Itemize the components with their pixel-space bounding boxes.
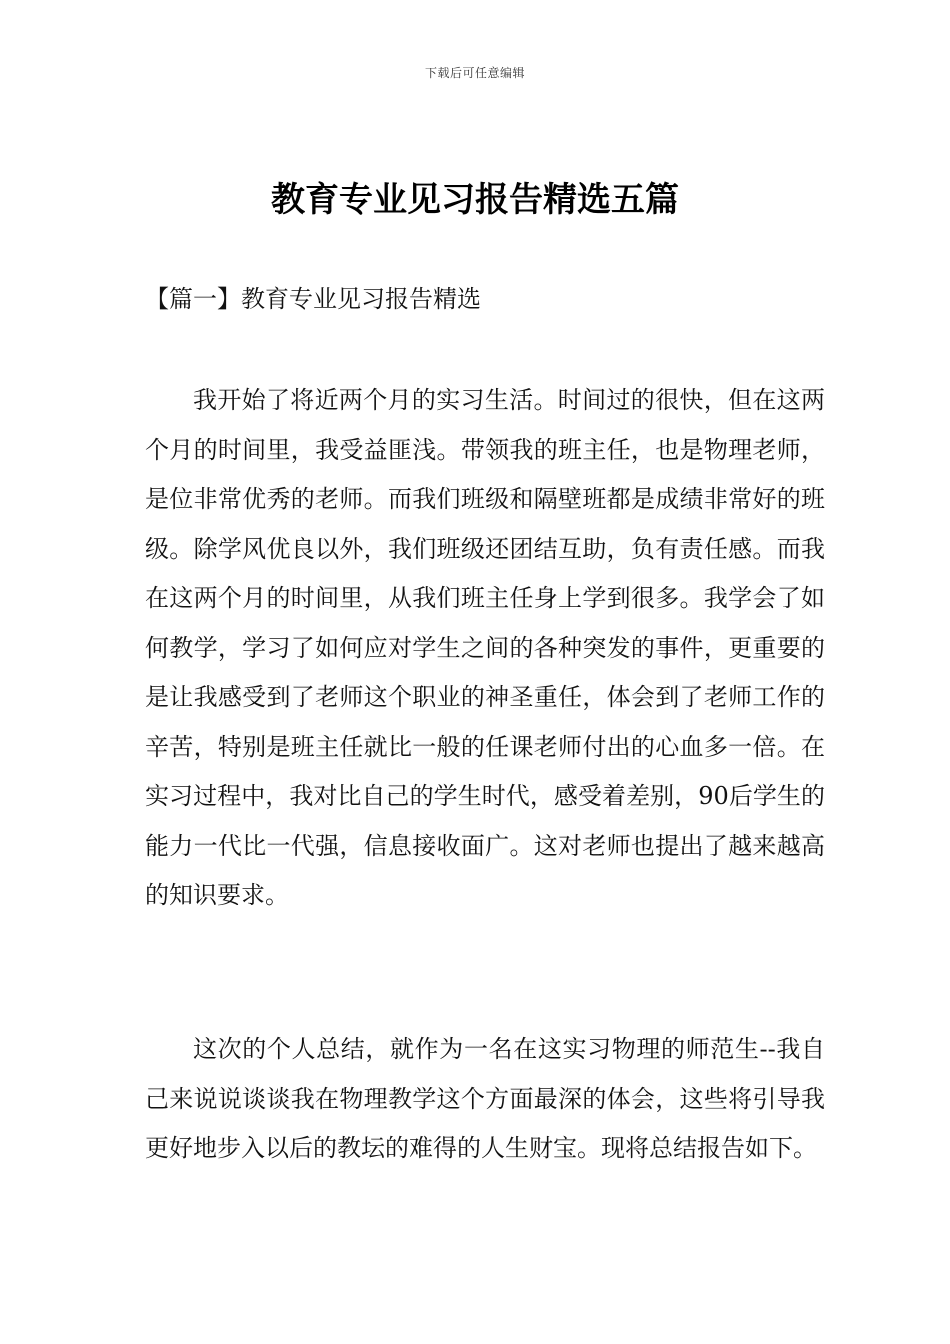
section-heading: 【篇一】教育专业见习报告精选	[145, 285, 481, 313]
body-paragraph: 我开始了将近两个月的实习生活。时间过的很快，但在这两个月的时间里，我受益匪浅。带领我的班主任，也是物理老师，是位非常优秀的老师。而我们班级和隔壁班都是成绩非常好的班级。除学风优良以外，我们班级还团结互助，负有责任感。而我在这两个月的时间里，从我们班主任身上学到很多。我学会了如何教学，学习了如何应对学生之间的各种突发的事件，更重要的是让我感受到了老师这个职业的神圣重任，体会到了老师工作的辛苦，特别是班主任就比一般的任课老师付出的心血多一倍。在实习过程中，我对比自己的学生时代，感受着差别，90后学生的能力一代比一代强，信息接收面广。这对老师也提出了越来越高的知识要求。	[145, 386, 825, 909]
header-note: 下载后可任意编辑	[424, 66, 525, 80]
body-paragraph: 这次的个人总结，就作为一名在这实习物理的师范生--我自己来说说谈谈我在物理教学这个方面最深的体会，这些将引导我更好地步入以后的教坛的难得的人生财宝。现将总结报告如下。	[145, 1035, 825, 1162]
document-title: 教育专业见习报告精选五篇	[271, 180, 679, 220]
